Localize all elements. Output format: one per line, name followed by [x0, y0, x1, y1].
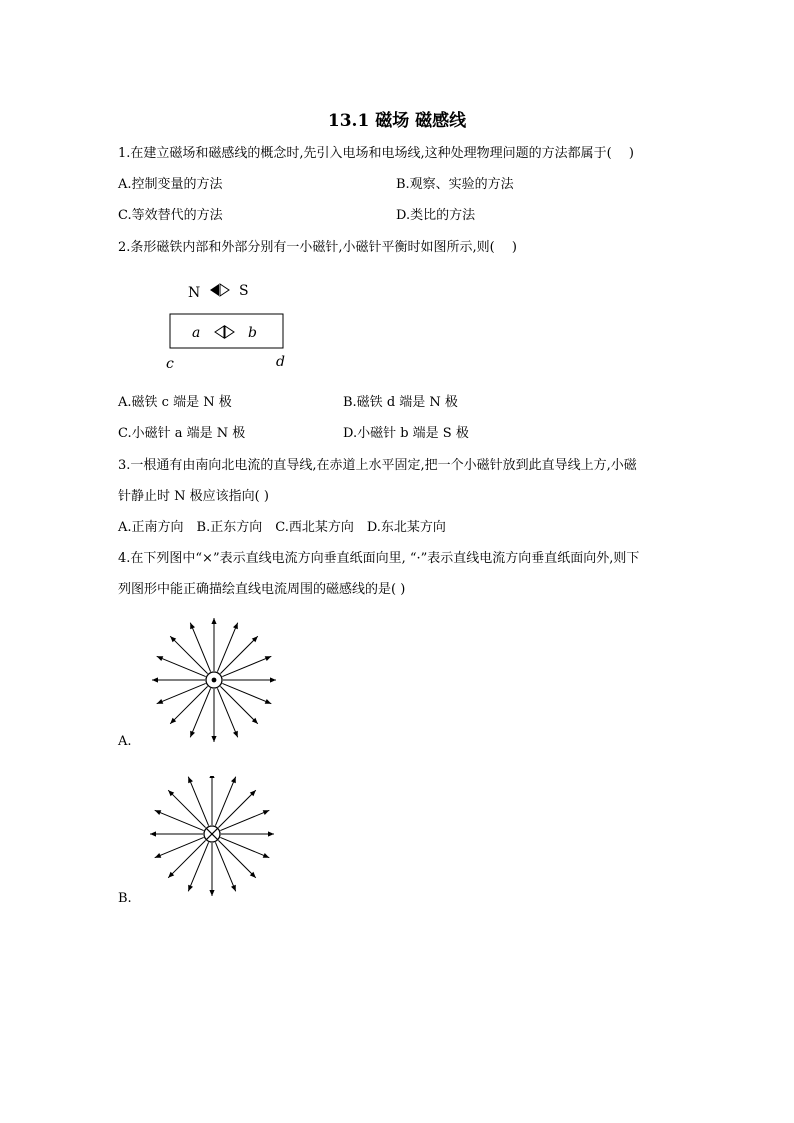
q1-option-b: B.观察、实验的方法 — [396, 177, 514, 192]
arrowhead-icon — [211, 736, 216, 742]
field-line — [220, 686, 257, 723]
q4-option-b-label: B. — [118, 891, 132, 906]
compass-inner-b-end — [225, 326, 234, 338]
field-line — [217, 623, 237, 672]
field-line — [217, 688, 237, 737]
compass-outer-s-end — [220, 284, 229, 296]
field-line — [170, 636, 207, 673]
field-line — [170, 686, 207, 723]
field-line — [222, 656, 271, 676]
field-line — [155, 837, 204, 857]
q2-option-b: B.磁铁 d 端是 N 极 — [343, 395, 458, 410]
field-line — [222, 683, 271, 703]
field-line — [157, 683, 206, 703]
q3-stem-line1: 3.一根通有由南向北电流的直导线,在赤道上水平固定,把一个小磁针放到此直导线上方,小磁 — [118, 458, 637, 473]
field-line — [220, 837, 269, 857]
q1-option-d: D.类比的方法 — [396, 208, 476, 223]
compass-inner-a-end — [215, 326, 224, 338]
field-line — [215, 842, 235, 891]
q2-option-c: C.小磁针 a 端是 N 极 — [118, 426, 246, 441]
field-line — [218, 790, 255, 827]
field-line — [218, 840, 255, 877]
field-line — [190, 623, 210, 672]
arrowhead-icon — [270, 677, 276, 682]
field-line — [157, 656, 206, 676]
arrowhead-icon — [268, 831, 274, 836]
q4-option-a-label: A. — [118, 734, 132, 749]
fig-label-a: a — [192, 325, 201, 341]
q4-stem-line1: 4.在下列图中“×”表示直线电流方向垂直纸面向里, “·”表示直线电流方向垂直纸面向外,则下 — [118, 551, 640, 566]
q2-option-d: D.小磁针 b 端是 S 极 — [343, 426, 469, 441]
fig-label-c: c — [166, 356, 174, 372]
arrowhead-icon — [211, 618, 216, 624]
fig-label-s: S — [239, 283, 249, 299]
arrowhead-icon — [152, 677, 158, 682]
field-line — [188, 777, 208, 826]
compass-outer-n-end — [210, 284, 219, 296]
dot-icon — [212, 678, 217, 683]
bar-magnet-figure — [160, 278, 300, 374]
q2-option-a: A.磁铁 c 端是 N 极 — [118, 395, 232, 410]
field-line — [168, 840, 205, 877]
q1-stem: 1.在建立磁场和磁感线的概念时,先引入电场和电场线,这种处理物理问题的方法都属于( ) — [118, 146, 634, 161]
q3-options: A.正南方向 B.正东方向 C.西北某方向 D.东北某方向 — [118, 520, 446, 535]
q4-stem-line2: 列图形中能正确描绘直线电流周围的磁感线的是( ) — [118, 582, 406, 597]
q2-stem: 2.条形磁铁内部和外部分别有一小磁针,小磁针平衡时如图所示,则( ) — [118, 240, 517, 255]
field-line — [155, 810, 204, 830]
fig-label-d: d — [276, 354, 285, 370]
field-line — [220, 636, 257, 673]
field-line — [220, 810, 269, 830]
arrowhead-icon — [209, 890, 214, 896]
fig-label-n: N — [188, 285, 201, 301]
page-title: 13.1 磁场 磁感线 — [327, 111, 467, 131]
field-line — [188, 842, 208, 891]
field-diagram-b — [146, 776, 278, 908]
q3-stem-line2: 针静止时 N 极应该指向( ) — [118, 489, 269, 504]
fig-label-b: b — [248, 325, 257, 341]
q1-option-a: A.控制变量的方法 — [118, 177, 223, 192]
arrowhead-icon — [150, 831, 156, 836]
field-line — [215, 777, 235, 826]
q1-option-c: C.等效替代的方法 — [118, 208, 223, 223]
field-line — [168, 790, 205, 827]
arrowhead-icon — [209, 776, 214, 778]
field-line — [190, 688, 210, 737]
field-diagram-a — [148, 617, 280, 749]
